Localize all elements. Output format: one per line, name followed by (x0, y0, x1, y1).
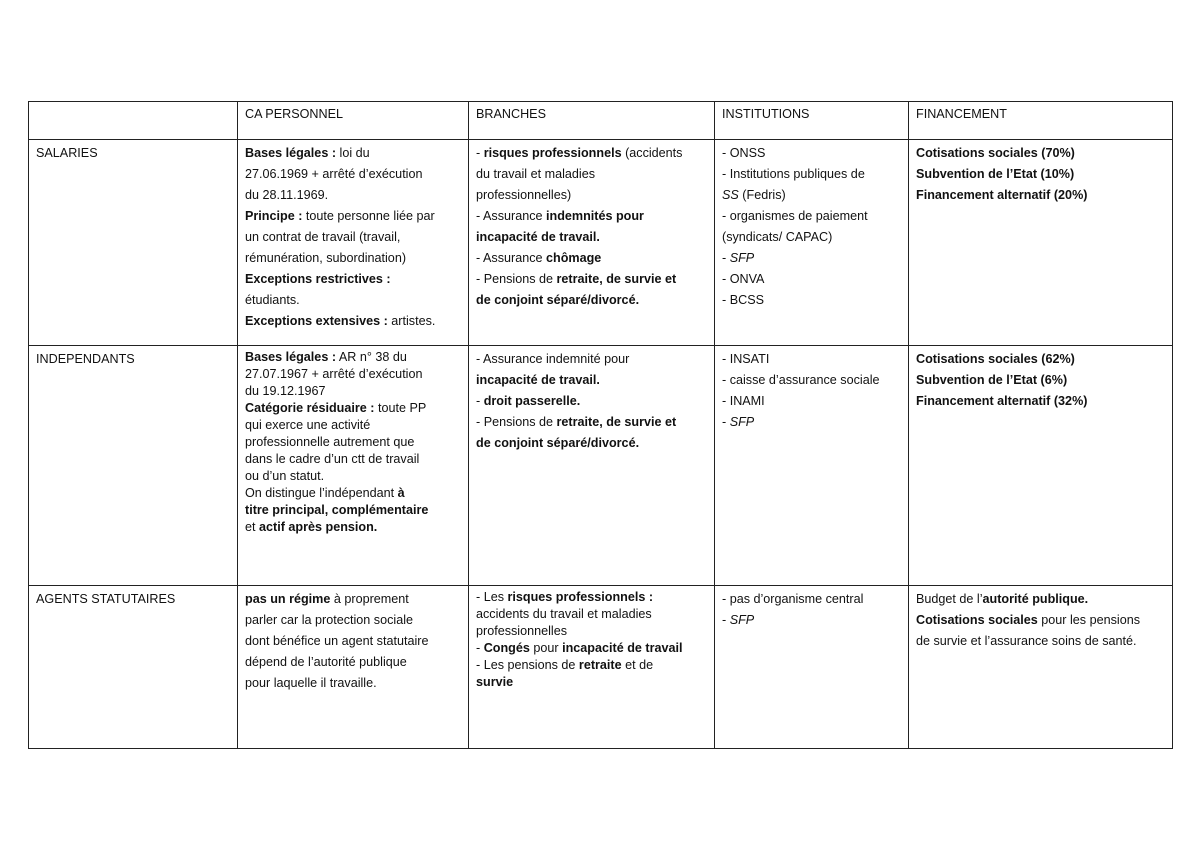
bold-text: pas un régime (245, 592, 331, 606)
header-cell-branches: BRANCHES (469, 102, 715, 140)
plain-text: - Assurance (476, 251, 546, 265)
plain-text: dépend de l’autorité publique (245, 655, 407, 669)
header-cell-empty (29, 102, 238, 140)
bold-text: incapacité de travail. (476, 373, 600, 387)
bold-text: Catégorie résiduaire : (245, 401, 375, 415)
cell-line (245, 468, 461, 485)
plain-text: étudiants. (245, 293, 300, 307)
plain-text: - ONSS (722, 146, 766, 160)
cell-line (245, 227, 461, 248)
plain-text: de survie et l’assurance soins de santé. (916, 634, 1137, 648)
bold-text: à (397, 486, 405, 500)
plain-text: 27.07.1967 + arrêté d’exécution (245, 367, 423, 381)
bold-text: droit passerelle. (483, 394, 581, 408)
cell-line (476, 606, 707, 623)
cell-line (722, 391, 901, 412)
plain-text: du 19.12.1967 (245, 384, 326, 398)
cell-line (722, 164, 901, 185)
cell-line (722, 610, 901, 631)
cell-line (245, 417, 461, 434)
plain-text: - Les (476, 590, 508, 604)
table-header-row (29, 102, 1173, 140)
cell-line (916, 164, 1165, 185)
plain-text: - ONVA (722, 272, 765, 286)
bold-text: Cotisations sociales (62%) (916, 352, 1075, 366)
plain-text: - (722, 251, 730, 265)
bold-text: Exceptions restrictives : (245, 272, 391, 286)
cell-line (245, 383, 461, 400)
plain-text: professionnelles (476, 624, 568, 638)
bold-text: de conjoint séparé/divorcé. (476, 436, 640, 450)
row-label: SALARIES (29, 140, 238, 346)
cell-line (245, 631, 461, 652)
cell-line (476, 623, 707, 640)
cell-line (916, 370, 1165, 391)
plain-text: rémunération, subordination) (245, 251, 407, 265)
cell-personnel (238, 346, 469, 586)
cell-line (722, 269, 901, 290)
cell-line (245, 164, 461, 185)
cell-line (916, 349, 1165, 370)
cell-line (245, 248, 461, 269)
plain-text: - Les pensions de (476, 658, 579, 672)
plain-text: (Fedris) (738, 188, 786, 202)
cell-line (245, 290, 461, 311)
cell-line (245, 269, 461, 290)
plain-text: 27.06.1969 + arrêté d’exécution (245, 167, 423, 181)
cell-line (245, 673, 461, 694)
cell-line (245, 589, 461, 610)
plain-text: - (722, 415, 730, 429)
bold-text: titre principal, complémentaire (245, 503, 429, 517)
cell-line (245, 206, 461, 227)
bold-text: incapacité de travail (562, 641, 683, 655)
plain-text: à proprement (330, 592, 409, 606)
cell-line (476, 206, 707, 227)
bold-text: risques professionnels (483, 146, 622, 160)
bold-text: Principe : (245, 209, 303, 223)
cell-line (476, 640, 707, 657)
bold-text: chômage (546, 251, 602, 265)
bold-text: Cotisations sociales (70%) (916, 146, 1075, 160)
plain-text: - pas d’organisme central (722, 592, 864, 606)
plain-text: pour laquelle il travaille. (245, 676, 377, 690)
plain-text: et (245, 520, 260, 534)
plain-text: - (476, 394, 484, 408)
bold-text: incapacité de travail. (476, 230, 600, 244)
header-cell-financement: FINANCEMENT (909, 102, 1173, 140)
plain-text: Budget de l’ (916, 592, 983, 606)
plain-text: professionnelles) (476, 188, 572, 202)
bold-text: Cotisations sociales (916, 613, 1038, 627)
plain-text: et de (621, 658, 654, 672)
cell-line (476, 143, 707, 164)
bold-text: retraite (578, 658, 622, 672)
cell-line (476, 433, 707, 454)
table-row-independants (29, 346, 1173, 586)
cell-line (722, 143, 901, 164)
table-row-salaries (29, 140, 1173, 346)
plain-text: professionnelle autrement que (245, 435, 415, 449)
bold-text: Exceptions extensives : (245, 314, 388, 328)
cell-line (245, 434, 461, 451)
plain-text: loi du (336, 146, 370, 160)
bold-text: retraite, de survie et (556, 272, 677, 286)
plain-text: - BCSS (722, 293, 764, 307)
plain-text: toute personne liée par (302, 209, 435, 223)
cell-line (476, 248, 707, 269)
plain-text: - organismes de paiement (722, 209, 868, 223)
cell-line (245, 349, 461, 366)
cell-line (245, 485, 461, 502)
cell-line (722, 248, 901, 269)
plain-text: AR n° 38 du (336, 350, 407, 364)
cell-line (476, 185, 707, 206)
cell-personnel (238, 140, 469, 346)
bold-text: de conjoint séparé/divorcé. (476, 293, 640, 307)
bold-text: Subvention de l’Etat (10%) (916, 167, 1075, 181)
cell-line (245, 519, 461, 536)
cell-line (916, 631, 1165, 652)
bold-text: Congés (483, 641, 530, 655)
cell-line (245, 451, 461, 468)
italic-text: SFP (729, 251, 755, 265)
plain-text: - Institutions publiques de (722, 167, 865, 181)
cell-line (722, 412, 901, 433)
cell-line (916, 610, 1165, 631)
cell-institutions (715, 586, 909, 749)
plain-text: dans le cadre d’un ctt de travail (245, 452, 420, 466)
row-label: AGENTS STATUTAIRES (29, 586, 238, 749)
bold-text: Financement alternatif (32%) (916, 394, 1088, 408)
bold-text: retraite, de survie et (556, 415, 677, 429)
bold-text: indemnités pour (546, 209, 644, 223)
cell-branches (469, 346, 715, 586)
plain-text: ou d’un statut. (245, 469, 325, 483)
cell-line (245, 143, 461, 164)
cell-line (916, 143, 1165, 164)
cell-line (245, 311, 461, 332)
bold-text: Financement alternatif (20%) (916, 188, 1088, 202)
bold-text: Bases légales : (245, 146, 337, 160)
cell-line (916, 391, 1165, 412)
plain-text: - (476, 641, 484, 655)
cell-line (476, 412, 707, 433)
plain-text: - INAMI (722, 394, 765, 408)
plain-text: dont bénéfice un agent statutaire (245, 634, 429, 648)
cell-financement (909, 140, 1173, 346)
plain-text: (syndicats/ CAPAC) (722, 230, 833, 244)
plain-text: un contrat de travail (travail, (245, 230, 401, 244)
cell-line (476, 674, 707, 691)
cell-line (476, 269, 707, 290)
cell-line (916, 185, 1165, 206)
cell-line (476, 657, 707, 674)
plain-text: qui exerce une activité (245, 418, 371, 432)
plain-text: artistes. (387, 314, 436, 328)
plain-text: - (476, 146, 484, 160)
cell-line (476, 227, 707, 248)
cell-line (722, 227, 901, 248)
cell-line (245, 610, 461, 631)
plain-text: pour (529, 641, 563, 655)
plain-text: On distingue l’indépendant (245, 486, 398, 500)
cell-line (722, 349, 901, 370)
plain-text: du 28.11.1969. (245, 188, 329, 202)
cell-branches (469, 586, 715, 749)
cell-line (722, 589, 901, 610)
plain-text: pour les pensions (1037, 613, 1140, 627)
cell-line (916, 589, 1165, 610)
plain-text: - Pensions de (476, 272, 557, 286)
cell-line (245, 652, 461, 673)
italic-text: SFP (729, 613, 755, 627)
cell-financement (909, 586, 1173, 749)
cell-line (476, 589, 707, 606)
cell-line (476, 370, 707, 391)
cell-line (245, 400, 461, 417)
plain-text: du travail et maladies (476, 167, 596, 181)
plain-text: - Assurance (476, 209, 546, 223)
cell-line (722, 206, 901, 227)
cell-line (476, 164, 707, 185)
row-label: INDEPENDANTS (29, 346, 238, 586)
plain-text: - caisse d’assurance sociale (722, 373, 880, 387)
bold-text: actif après pension. (259, 520, 378, 534)
italic-text: SS (722, 188, 739, 202)
plain-text: accidents du travail et maladies (476, 607, 652, 621)
header-cell-institutions: INSTITUTIONS (715, 102, 909, 140)
plain-text: toute PP (374, 401, 427, 415)
cell-line (722, 185, 901, 206)
bold-text: survie (476, 675, 514, 689)
plain-text: - Assurance indemnité pour (476, 352, 630, 366)
cell-line (722, 370, 901, 391)
bold-text: risques professionnels : (507, 590, 654, 604)
cell-financement (909, 346, 1173, 586)
bold-text: Subvention de l’Etat (6%) (916, 373, 1068, 387)
header-cell-personnel: CA PERSONNEL (238, 102, 469, 140)
bold-text: Bases légales : (245, 350, 337, 364)
cell-personnel (238, 586, 469, 749)
cell-line (476, 391, 707, 412)
plain-text: (accidents (621, 146, 683, 160)
cell-line (245, 366, 461, 383)
bold-text: autorité publique. (982, 592, 1089, 606)
cell-institutions (715, 346, 909, 586)
cell-line (476, 290, 707, 311)
cell-line (245, 502, 461, 519)
social-security-table (28, 101, 1173, 749)
italic-text: SFP (729, 415, 755, 429)
plain-text: - INSATI (722, 352, 770, 366)
cell-line (245, 185, 461, 206)
cell-branches (469, 140, 715, 346)
plain-text: - (722, 613, 730, 627)
table-row-agents-statutaires (29, 586, 1173, 749)
plain-text: - Pensions de (476, 415, 557, 429)
plain-text: parler car la protection sociale (245, 613, 413, 627)
cell-line (722, 290, 901, 311)
cell-institutions (715, 140, 909, 346)
cell-line (476, 349, 707, 370)
